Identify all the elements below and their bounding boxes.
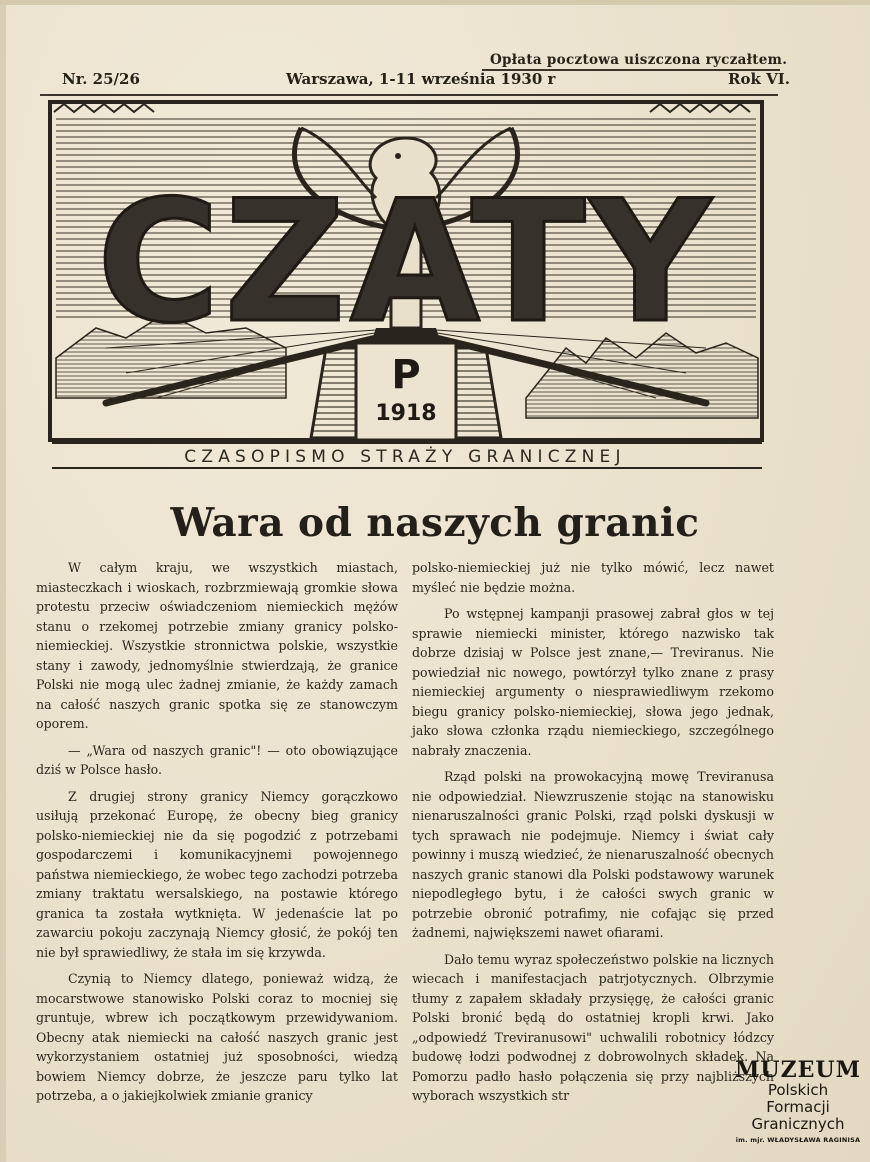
masthead-illustration <box>46 98 768 470</box>
scan-edge-top <box>0 0 870 5</box>
watermark-line: MUZEUM <box>735 1057 861 1083</box>
masthead-title: CZATY <box>96 164 716 360</box>
article-paragraph: Po wstępnej kampanji prasowej zabrał głos w tej sprawie niemiecki minister, którego nazwisko tak dobrze dzisiaj w Polsce jest znane,— Treviranus. Nie powiedział nic nowego, powtórzył tylko znane z prasy niemieckiej argumenty o niesprawiedliwym rzekomo biegu granicy polsko-niemieckiej, słowa jego jednak, jako słowa członka rządu niemieckiego, szczególnego nabrały znaczenia. <box>412 606 774 758</box>
watermark-patron: im. mjr. WŁADYSŁAWA RAGINISA <box>735 1136 861 1144</box>
issue-place-date: Warszawa, 1-11 września 1930 r <box>286 70 556 88</box>
masthead-svg <box>46 98 768 470</box>
header-rule <box>40 94 778 96</box>
article-paragraph: Rząd polski na prowokacyjną mowę Treviranusa nie odpowiedział. Niewzruszenie stojąc na stanowisku nienaruszalności granic Polski, rząd polski dyskusji w tych sprawach nie podejmuje. Niemcy i świat cały powinny i muszą wiedzieć, że nienaruszalność obecnych naszych granic stanowi dla Polski podstawowy warunek niepodległego bytu, i że całości swych granic w potrzebie obronić potrafimy, nie cofając się przed żadnemi, największemi nawet ofiarami. <box>412 769 774 940</box>
watermark-line: Granicznych <box>751 1115 845 1133</box>
article-paragraph: Z drugiej strony granicy Niemcy gorączkowo usiłują przekonać Europę, że obecny bieg granicy polsko-niemieckiej nie da się pogodzić z potrzebami gospodarczemi i komunikacyjnemi powojennego państwa niemieckiego, że wobec tego zachodzi potrzeba zmiany traktatu wersalskiego, na postawie którego granica ta została wytknięta. W jedenaście lat po zawarciu pokoju zaczynają Niemcy głosić, że pokój ten nie był sprawiedliwy, że stała im się krzywda. <box>36 788 398 960</box>
masthead-subtitle: CZASOPISMO STRAŻY GRANICZNEJ <box>184 447 626 467</box>
border-post-year: 1918 <box>375 401 437 426</box>
zigzag-border-left <box>54 104 154 112</box>
article-column-right <box>412 558 774 1113</box>
zigzag-border-right <box>650 104 750 112</box>
border-post-letter: P <box>391 352 421 398</box>
watermark-line: Polskich <box>767 1081 829 1099</box>
article-paragraph: — „Wara od naszych granic"! — oto obowiązujące dziś w Polsce hasło. <box>36 742 398 777</box>
article-paragraph: Dało temu wyraz społeczeństwo polskie na licznych wiecach i manifestacjach patrjotycznych. Olbrzymie tłumy z zapałem składały przysięgę, że całości granic Polski bronić będą do ostatniej kropli krwi. Jako „odpowiedź Treviranusowi" uchwalili robotnicy łódzcy budowę łodzi podwodnej z dobrowolnych składek. Na Pomorzu padło hasło połączenia się przy najbliższych wyborach wszystkich str <box>412 951 774 1103</box>
issue-year: Rok VI. <box>728 70 790 88</box>
postage-note: Opłata pocztowa uiszczona ryczałtem. <box>490 52 788 68</box>
article-headline: Wara od naszych granic <box>170 500 700 546</box>
watermark-line: Formacji <box>766 1098 830 1116</box>
museum-watermark <box>732 1058 864 1144</box>
article-paragraph: Czynią to Niemcy dlatego, ponieważ widzą, że mocarstwowe stanowisko Polski coraz to mocniej się gruntuje, wbrew ich początkowym przewidywaniom. Obecny atak niemiecki na całość naszych granic jest wykorzystaniem ostatniej już sposobności, wiedzą bowiem Niemcy dobrze, że jeszcze paru tylko lat potrzeba, a o jakiejkolwiek zmianie granicy <box>36 971 398 1103</box>
article-column-left <box>36 558 398 1113</box>
article-paragraph: W całym kraju, we wszystkich miastach, miasteczkach i wioskach, rozbrzmiewają gromkie słowa protestu przeciw oświadczeniom niemieckich mężów stanu o rzekomej potrzebie zmiany granicy polsko-niemieckiej. Wszystkie stronnictwa polskie, wszystkie stany i zawody, jednomyślnie stwierdzają, że granice Polski nie mogą ulec żadnej zmianie, że każdy zamach na całość naszych granic spotka się ze stanowczym oporem. <box>36 560 398 731</box>
scan-edge-left <box>0 0 6 1162</box>
issue-number: Nr. 25/26 <box>62 70 140 88</box>
article-paragraph: polsko-niemieckiej już nie tylko mówić, lecz nawet myśleć nie będzie można. <box>412 560 774 595</box>
